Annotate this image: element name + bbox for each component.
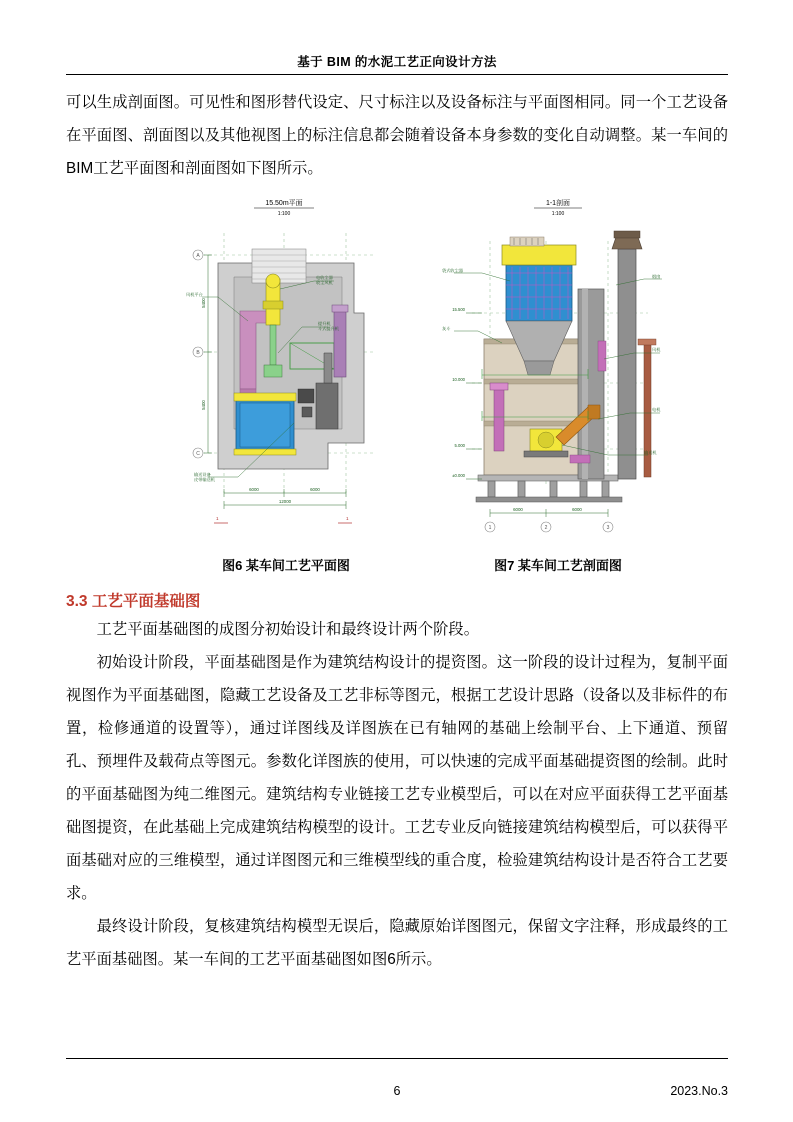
footer-divider [66, 1058, 728, 1059]
svg-text:15.500: 15.500 [452, 307, 465, 312]
svg-text:1: 1 [488, 525, 492, 531]
svg-text:1:100: 1:100 [277, 211, 291, 217]
svg-text:6000: 6000 [249, 487, 259, 492]
header-divider [66, 74, 728, 75]
svg-text:皮带输送机: 皮带输送机 [194, 477, 215, 482]
svg-text:10.000: 10.000 [452, 377, 465, 382]
svg-text:A: A [196, 253, 200, 259]
plan-view-svg [178, 193, 390, 541]
svg-text:1: 1 [346, 516, 349, 521]
svg-text:5.000: 5.000 [454, 443, 465, 448]
figure-7-drawing [438, 193, 678, 541]
svg-text:输送设备: 输送设备 [194, 472, 211, 477]
section-heading: 3.3 工艺平面基础图 [66, 593, 201, 610]
page-number: 6 [393, 1084, 401, 1098]
svg-text:6000: 6000 [513, 507, 523, 512]
svg-text:电收尘器: 电收尘器 [316, 275, 333, 280]
figure-6-caption: 图6 某车间工艺平面图 [222, 558, 350, 573]
paragraph-4: 最终设计阶段，复核建筑结构模型无误后，隐藏原始详图图元，保留文字注释，形成最终的工艺平面基础图。某一车间的工艺平面基础图如图6所示。 [66, 918, 728, 968]
svg-text:15.50m平面: 15.50m平面 [265, 200, 303, 207]
figure-captions [66, 555, 728, 579]
paragraph-3: 初始设计阶段，平面基础图是作为建筑结构设计的提资图。这一阶段的设计过程为，复制平面视图作为平面基础图，隐藏工艺设备及工艺非标等图元，根据工艺设计思路（设备以及非标件的布置，检修通道的设置等），通过详图线及详图族在已有轴网的基础上绘制平台、上下通道、预留孔、预埋件及载荷点等图元。参数化详图族的使用，可以快速的完成平面基础提资图的绘制。此时的平面基础图为纯二维图元。建筑结构专业链接工艺专业模型后，可以在对应平面获得工艺平面基础图提资，在此基础上完成建筑结构模型的设计。工艺专业反向链接建筑结构模型后，可以获得平面基础对应的三维模型，通过详图图元和三维模型线的重合度，检验建筑结构设计是否符合工艺要求。 [66, 654, 728, 902]
svg-text:1-1剖面: 1-1剖面 [545, 200, 571, 207]
svg-text:输送机: 输送机 [644, 450, 657, 455]
svg-text:6000: 6000 [572, 507, 582, 512]
svg-text:5400: 5400 [201, 298, 206, 308]
svg-text:电机: 电机 [652, 407, 661, 412]
section-view-svg [438, 193, 678, 541]
svg-text:烟囱: 烟囱 [652, 274, 661, 279]
svg-text:12000: 12000 [278, 499, 292, 504]
svg-text:2: 2 [544, 525, 548, 531]
svg-text:B: B [196, 350, 200, 356]
svg-text:5400: 5400 [201, 400, 206, 410]
svg-text:±0.000: ±0.000 [452, 473, 465, 478]
svg-text:风机平台: 风机平台 [186, 292, 203, 297]
svg-text:1:100: 1:100 [551, 211, 565, 217]
svg-text:袋式收尘器: 袋式收尘器 [442, 268, 463, 273]
issue-number: 2023.No.3 [670, 1084, 728, 1098]
paragraph-1: 可以生成剖面图。可见性和图形替代设定、尺寸标注以及设备标注与平面图相同。同一个工艺设备在平面图、剖面图以及其他视图上的标注信息都会随着设备本身参数的变化自动调整。某一车间的BIM工艺平面图和剖面图如下图所示。 [66, 94, 728, 177]
svg-text:斗式提升机: 斗式提升机 [318, 326, 339, 331]
figure-6-drawing [178, 193, 390, 541]
paragraph-2: 工艺平面基础图的成图分初始设计和最终设计两个阶段。 [96, 621, 480, 638]
svg-text:3: 3 [606, 525, 610, 531]
svg-text:提升机: 提升机 [318, 321, 331, 326]
svg-text:1: 1 [216, 516, 219, 521]
svg-text:收尘风机: 收尘风机 [316, 280, 333, 285]
svg-text:C: C [196, 451, 200, 457]
figure-row [66, 193, 728, 555]
svg-text:风机: 风机 [652, 347, 661, 352]
svg-text:6000: 6000 [310, 487, 320, 492]
figure-7-caption: 图7 某车间工艺剖面图 [494, 558, 622, 573]
svg-text:灰斗: 灰斗 [442, 326, 451, 331]
running-head: 基于 BIM 的水泥工艺正向设计方法 [297, 55, 497, 69]
page-content [66, 86, 728, 976]
